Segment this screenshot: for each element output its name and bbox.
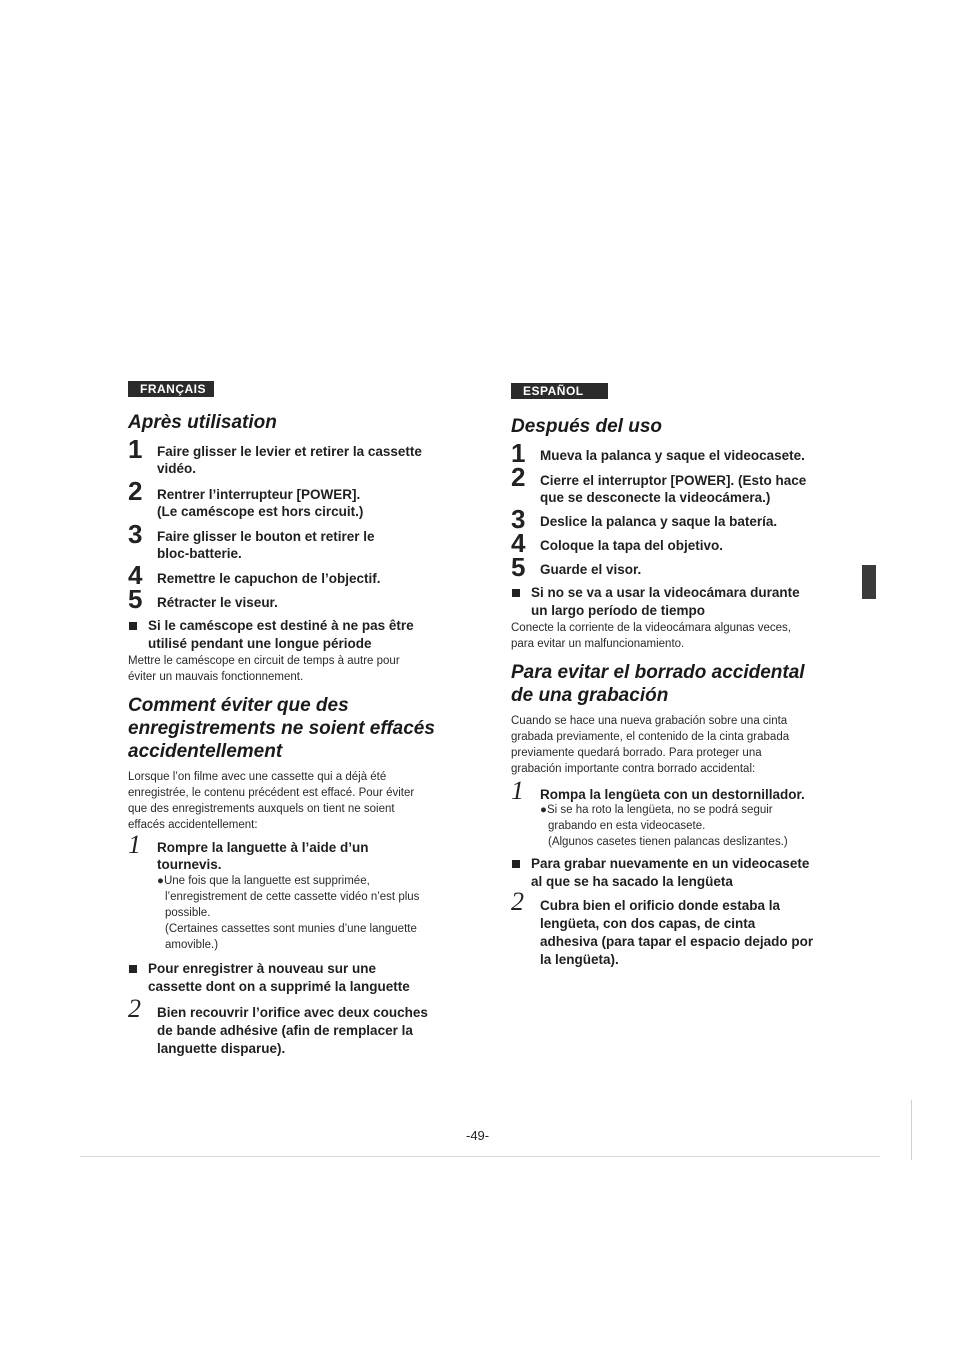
intro-text: Lorsque l’on filme avec une cassette qui a déjà été — [128, 771, 387, 783]
step-number: 5 — [511, 552, 526, 582]
step-number: 3 — [511, 504, 526, 534]
note-heading: un largo período de tiempo — [531, 603, 706, 618]
step-text: Faire glisser le bouton et retirer le — [157, 529, 375, 544]
step-text: Coloque la tapa del objetivo. — [540, 538, 724, 553]
step-note: ●Si se ha roto la lengüeta, no se podrá seguir — [540, 804, 773, 816]
step-note: ●Une fois que la languette est supprimée, — [157, 875, 370, 887]
step-text: Mueva la palanca y saque el videocasete. — [540, 448, 805, 463]
step-number: 1 — [128, 830, 141, 859]
section-title-para-evitar: Para evitar el borrado accidental — [511, 662, 805, 683]
step-text: vidéo. — [157, 461, 197, 476]
section-title-apres-utilisation: Après utilisation — [128, 412, 277, 433]
section-title-comment-eviter: Comment éviter que des — [128, 695, 349, 716]
note-body: Mettre le caméscope en circuit de temps à autre pour — [128, 655, 400, 667]
step-number: 4 — [511, 528, 526, 558]
page-number: -49- — [466, 1128, 490, 1143]
step-text: (Le caméscope est hors circuit.) — [157, 504, 364, 519]
step-number: 2 — [128, 994, 141, 1023]
note-heading: Si le caméscope est destiné à ne pas être — [148, 618, 414, 633]
step-number: 2 — [511, 462, 526, 492]
step-note: (Algunos casetes tienen palancas deslizantes.) — [548, 836, 788, 848]
step-number: 1 — [511, 776, 524, 805]
note-body: éviter un mauvais fonctionnement. — [128, 671, 304, 683]
step-number: 2 — [511, 887, 524, 916]
step-text: lengüeta, con dos capas, de cinta — [540, 916, 756, 931]
intro-text: grabada previamente, el contenido de la cinta grabada — [511, 731, 790, 743]
step-note: (Certaines cassettes sont munies d’une languette — [165, 923, 417, 935]
step-text: Rompa la lengüeta con un destornillador. — [540, 787, 805, 802]
intro-text: que des enregistrements auxquels on tient ne soient — [128, 803, 395, 815]
intro-text: Cuando se hace una nueva grabación sobre una cinta — [511, 715, 788, 727]
note-heading: Si no se va a usar la videocámara durante — [531, 585, 800, 600]
section-title-comment-eviter: accidentellement — [128, 741, 283, 762]
step-number: 1 — [128, 434, 143, 464]
section-title-despues-del-uso: Después del uso — [511, 416, 662, 437]
crop-mark — [911, 1100, 912, 1160]
bullet-square — [512, 860, 520, 868]
bullet-square — [129, 622, 137, 630]
step-text: Bien recouvrir l’orifice avec deux couches — [157, 1005, 428, 1020]
intro-text: enregistrée, le contenu précédent est effacé. Pour éviter — [128, 787, 415, 799]
step-note: l’enregistrement de cette cassette vidéo n’est plus — [165, 891, 420, 903]
step-text: Guarde el visor. — [540, 562, 642, 577]
note-heading: Pour enregistrer à nouveau sur une — [148, 961, 377, 976]
step-text: Cierre el interruptor [POWER]. (Esto hace — [540, 473, 807, 488]
step-text: languette disparue). — [157, 1041, 286, 1056]
step-note: possible. — [165, 907, 211, 919]
note-body: para evitar un malfuncionamiento. — [511, 638, 685, 650]
step-number: 2 — [128, 476, 143, 506]
step-text: Remettre le capuchon de l’objectif. — [157, 571, 381, 586]
note-heading: al que se ha sacado la lengüeta — [531, 874, 733, 889]
section-title-para-evitar: de una grabación — [511, 685, 669, 706]
step-text: adhesiva (para tapar el espacio dejado por — [540, 934, 814, 949]
step-text: Rétracter le viseur. — [157, 595, 278, 610]
step-number: 4 — [128, 560, 143, 590]
footer-rule — [80, 1156, 880, 1157]
bullet-square — [512, 589, 520, 597]
section-title-comment-eviter: enregistrements ne soient effacés — [128, 718, 435, 739]
intro-text: previamente quedará borrado. Para proteger una — [511, 747, 762, 759]
step-note: grabando en esta videocasete. — [548, 820, 706, 832]
step-text: bloc-batterie. — [157, 546, 242, 561]
step-text: tournevis. — [157, 857, 222, 872]
step-number: 5 — [128, 584, 143, 614]
step-number: 3 — [128, 519, 143, 549]
language-tag-french: FRANÇAIS — [128, 381, 214, 397]
step-text: de bande adhésive (afin de remplacer la — [157, 1023, 413, 1038]
step-text: Cubra bien el orificio donde estaba la — [540, 898, 781, 913]
step-text: Rentrer l’interrupteur [POWER]. — [157, 487, 361, 502]
step-text: que se desconecte la videocámera.) — [540, 490, 771, 505]
language-tag-spanish: ESPAÑOL — [511, 383, 608, 399]
note-heading: cassette dont on a supprimé la languette — [148, 979, 410, 994]
note-heading: Para grabar nuevamente en un videocasete — [531, 856, 810, 871]
step-text: Rompre la languette à l’aide d’un — [157, 840, 369, 855]
edge-index-mark — [862, 565, 876, 599]
intro-text: grabación importante contra borrado accidental: — [511, 763, 756, 775]
step-number: 1 — [511, 438, 526, 468]
step-note: amovible.) — [165, 939, 219, 951]
step-text: Faire glisser le levier et retirer la cassette — [157, 444, 422, 459]
bullet-square — [129, 965, 137, 973]
step-text: Deslice la palanca y saque la batería. — [540, 514, 778, 529]
intro-text: effacés accidentellement: — [128, 819, 258, 831]
note-body: Conecte la corriente de la videocámara algunas veces, — [511, 622, 791, 634]
note-heading: utilisé pendant une longue période — [148, 636, 372, 651]
step-text: la lengüeta). — [540, 952, 619, 967]
